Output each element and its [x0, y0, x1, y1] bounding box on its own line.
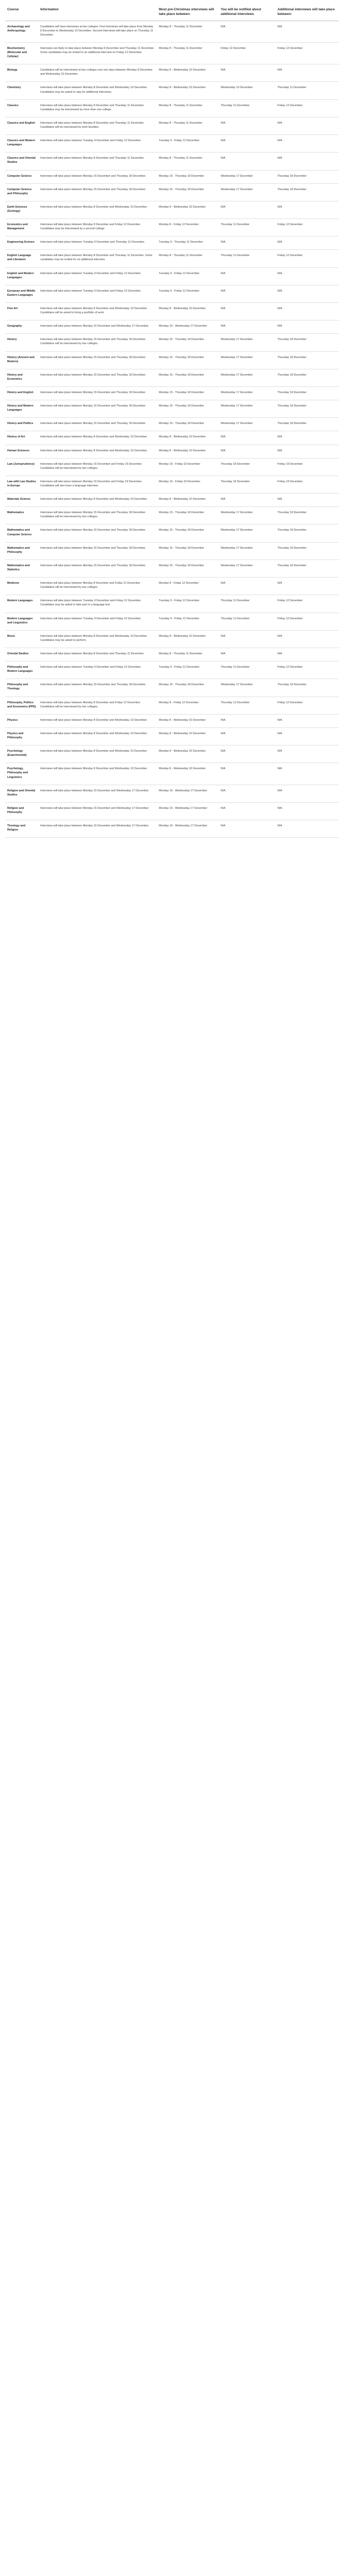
notify-cell: N/A — [219, 267, 275, 285]
notify-cell: N/A — [219, 201, 275, 218]
course-cell: Modern Languages and Linguistics — [5, 613, 38, 630]
week2-cell: N/A — [275, 802, 339, 820]
table-row — [5, 42, 339, 64]
notify-cell: Wednesday 10 December — [219, 82, 275, 99]
course-cell: Law (Jurisprudence) — [5, 458, 38, 476]
week1-cell: Monday 15 - Thursday 18 December — [157, 170, 219, 183]
table-row — [5, 82, 339, 99]
column-header-course: Course — [5, 5, 38, 21]
information-cell: Interviews will take place between Monday 8 December and Wednesday 10 December. — [38, 745, 157, 763]
week2-cell: N/A — [275, 745, 339, 763]
information-cell: Interviews will take place between Tuesday 9 December and Friday 12 December. — [38, 285, 157, 302]
table-row — [5, 152, 339, 170]
information-cell: Interviews will take place between Monday 8 December and Thursday 11 December. — [38, 152, 157, 170]
information-cell: Interviews will take place between Tuesday 9 December and Friday 12 December. — [38, 135, 157, 152]
week1-cell: Monday 15 - Thursday 18 December — [157, 542, 219, 560]
course-cell: Materials Science — [5, 494, 38, 507]
table-row — [5, 219, 339, 236]
notify-cell: N/A — [219, 152, 275, 170]
course-cell: European and Middle Eastern Languages — [5, 285, 38, 302]
week2-cell: N/A — [275, 431, 339, 445]
week2-cell: Thursday 18 December — [275, 524, 339, 542]
information-cell: Interviews will take place between Monday 8 December and Wednesday 10 December. — [38, 763, 157, 785]
course-cell: Geography — [5, 320, 38, 334]
notify-cell: N/A — [219, 802, 275, 820]
notify-cell: Wednesday 17 December — [219, 542, 275, 560]
week1-cell: Monday 8 - Thursday 11 December — [157, 250, 219, 267]
table-row — [5, 64, 339, 82]
notify-cell: N/A — [219, 285, 275, 302]
week2-cell: N/A — [275, 494, 339, 507]
week2-cell: Friday 12 December — [275, 613, 339, 630]
week1-cell: Monday 8 - Friday 12 December — [157, 578, 219, 595]
information-cell: Interviews will take place between Monday 15 December and Thursday 18 December. — [38, 560, 157, 577]
week2-cell: N/A — [275, 236, 339, 250]
information-cell: Interviews will take place between Monday 15 December and Thursday 18 December. — [38, 183, 157, 201]
notify-cell: Wednesday 17 December — [219, 351, 275, 369]
week2-cell: N/A — [275, 285, 339, 302]
week2-cell: Friday 12 December — [275, 250, 339, 267]
week2-cell: Thursday 18 December — [275, 507, 339, 524]
table-row — [5, 21, 339, 42]
week1-cell: Tuesday 9 - Friday 12 December — [157, 595, 219, 613]
information-cell: Interviews will take place between Monday 8 December and Wednesday 10 December. Candidates may be asked to stay for additional interviews. — [38, 82, 157, 99]
column-header-week2: Additional interviews will take place between: — [275, 5, 339, 21]
week2-cell: N/A — [275, 820, 339, 838]
column-header-notify: You will be notified about additional interviews — [219, 5, 275, 21]
week2-cell: Friday 19 December — [275, 458, 339, 476]
table-row — [5, 802, 339, 820]
week1-cell: Monday 15 - Wednesday 17 December — [157, 320, 219, 334]
course-cell: Computer Science — [5, 170, 38, 183]
week1-cell: Monday 8 - Wednesday 10 December — [157, 630, 219, 648]
information-cell: Interviews will take place between Monday 15 December and Thursday 18 December. — [38, 679, 157, 697]
course-cell: Oriental Studies — [5, 648, 38, 661]
week1-cell: Tuesday 9 - Friday 12 December — [157, 135, 219, 152]
week1-cell: Monday 15 - Thursday 18 December — [157, 334, 219, 351]
course-cell: Economics and Management — [5, 219, 38, 236]
week1-cell: Monday 8 - Thursday 11 December — [157, 42, 219, 64]
information-cell: Interviews will take place between Monday 8 December and Friday 12 December. Candidates will be interviewed by two colleges. — [38, 697, 157, 714]
table-row — [5, 267, 339, 285]
week1-cell: Monday 8 - Wednesday 10 December — [157, 431, 219, 445]
information-cell: Interviews will take place between Monday 15 December and Wednesday 17 December. — [38, 802, 157, 820]
table-header — [5, 5, 339, 21]
week1-cell: Monday 8 - Thursday 11 December — [157, 648, 219, 661]
course-cell: Mathematics and Computer Science — [5, 524, 38, 542]
table-row — [5, 785, 339, 802]
course-cell: Physics — [5, 714, 38, 727]
information-cell: Interviews will take place between Tuesday 9 December and Friday 12 December. Candidates may be asked to take part in a language test. — [38, 595, 157, 613]
week2-cell: Thursday 18 December — [275, 679, 339, 697]
course-cell: English Language and Literature — [5, 250, 38, 267]
week2-cell: Friday 19 December — [275, 476, 339, 493]
table-row — [5, 630, 339, 648]
week1-cell: Tuesday 9 - Friday 12 December — [157, 267, 219, 285]
week1-cell: Monday 15 - Wednesday 17 December — [157, 802, 219, 820]
week1-cell: Tuesday 9 - Friday 12 December — [157, 662, 219, 679]
table-row — [5, 679, 339, 697]
notify-cell: Wednesday 17 December — [219, 369, 275, 386]
information-cell: Interviews will take place between Monday 15 December and Thursday 18 December. Candidates will be interviewed by two colleges. — [38, 507, 157, 524]
notify-cell: N/A — [219, 714, 275, 727]
week1-cell: Monday 15 - Thursday 18 December — [157, 524, 219, 542]
notify-cell: Wednesday 17 December — [219, 170, 275, 183]
information-cell: Interviews will take place between Monday 8 December and Thursday 11 December. Some candidates may be invited for an additional interview. — [38, 250, 157, 267]
week1-cell: Monday 8 - Thursday 11 December — [157, 117, 219, 134]
notify-cell: Thursday 11 December — [219, 250, 275, 267]
notify-cell: N/A — [219, 236, 275, 250]
information-cell: Interviews will take place between Tuesday 9 December and Friday 12 December. — [38, 613, 157, 630]
course-cell: Classics and English — [5, 117, 38, 134]
week1-cell: Tuesday 9 - Friday 12 December — [157, 285, 219, 302]
course-cell: Music — [5, 630, 38, 648]
table-row — [5, 648, 339, 661]
notify-cell: Thursday 11 December — [219, 99, 275, 117]
course-cell: Mathematics — [5, 507, 38, 524]
information-cell: Interviews will take place between Tuesday 9 December and Friday 12 December. — [38, 267, 157, 285]
notify-cell: N/A — [219, 303, 275, 320]
week1-cell: Tuesday 9 - Friday 12 December — [157, 613, 219, 630]
information-cell: Interviews will take place between Monday 8 December and Wednesday 10 December. — [38, 431, 157, 445]
table-row — [5, 560, 339, 577]
notify-cell: Thursday 11 December — [219, 613, 275, 630]
week1-cell: Monday 8 - Wednesday 10 December — [157, 82, 219, 99]
week1-cell: Monday 15 - Friday 19 December — [157, 476, 219, 493]
course-cell: Classics and Modern Languages — [5, 135, 38, 152]
course-cell: Religion and Oriental Studies — [5, 785, 38, 802]
course-cell: History (Ancient and Modern) — [5, 351, 38, 369]
column-header-week1: Most pre-Christmas interviews will take place between: — [157, 5, 219, 21]
notify-cell: Wednesday 17 December — [219, 679, 275, 697]
table-row — [5, 170, 339, 183]
course-cell: Archaeology and Anthropology — [5, 21, 38, 42]
course-cell: Computer Science and Philosophy — [5, 183, 38, 201]
notify-cell: Thursday 11 December — [219, 219, 275, 236]
course-cell: History and English — [5, 387, 38, 400]
week2-cell: Friday 12 December — [275, 595, 339, 613]
week2-cell: Friday 12 December — [275, 662, 339, 679]
week1-cell: Monday 8 - Friday 12 December — [157, 697, 219, 714]
information-cell: Interviews will take place between Monday 8 December and Wednesday 10 December. — [38, 445, 157, 458]
course-cell: Engineering Science — [5, 236, 38, 250]
week2-cell: N/A — [275, 201, 339, 218]
week2-cell: Thursday 18 December — [275, 183, 339, 201]
week1-cell: Monday 8 - Wednesday 10 December — [157, 745, 219, 763]
week1-cell: Monday 8 - Thursday 11 December — [157, 21, 219, 42]
course-cell: Modern Languages — [5, 595, 38, 613]
week2-cell: Thursday 11 December — [275, 82, 339, 99]
table-row — [5, 236, 339, 250]
table-row — [5, 507, 339, 524]
notify-cell: N/A — [219, 445, 275, 458]
week1-cell: Monday 15 - Thursday 18 December — [157, 369, 219, 386]
notify-cell: Wednesday 17 December — [219, 387, 275, 400]
week2-cell: Friday 12 December — [275, 42, 339, 64]
notify-cell: N/A — [219, 648, 275, 661]
course-cell: History and Politics — [5, 418, 38, 431]
notify-cell: N/A — [219, 64, 275, 82]
notify-cell: Thursday 18 December — [219, 476, 275, 493]
week1-cell: Monday 15 - Thursday 18 December — [157, 679, 219, 697]
course-cell: English and Modern Languages — [5, 267, 38, 285]
week1-cell: Monday 8 - Wednesday 10 December — [157, 201, 219, 218]
table-row — [5, 714, 339, 727]
week2-cell: N/A — [275, 630, 339, 648]
table-row — [5, 745, 339, 763]
course-cell: History of Art — [5, 431, 38, 445]
table-row — [5, 476, 339, 493]
notify-cell: Wednesday 17 December — [219, 524, 275, 542]
notify-cell: N/A — [219, 21, 275, 42]
week2-cell: N/A — [275, 763, 339, 785]
table-row — [5, 613, 339, 630]
week1-cell: Monday 8 - Wednesday 10 December — [157, 714, 219, 727]
interview-schedule-table — [5, 5, 339, 838]
notify-cell: Friday 12 December — [219, 42, 275, 64]
week1-cell: Monday 8 - Thursday 11 December — [157, 152, 219, 170]
table-row — [5, 369, 339, 386]
week1-cell: Monday 8 - Wednesday 10 December — [157, 494, 219, 507]
table-row — [5, 445, 339, 458]
table-body — [5, 21, 339, 838]
information-cell: Interviews will take place between Monday 8 December and Wednesday 10 December. — [38, 494, 157, 507]
information-cell: Interviews will take place between Monday 15 December and Thursday 18 December. — [38, 418, 157, 431]
table-row — [5, 183, 339, 201]
table-row — [5, 351, 339, 369]
table-row — [5, 201, 339, 218]
table-row — [5, 117, 339, 134]
table-row — [5, 135, 339, 152]
week2-cell: Thursday 18 December — [275, 170, 339, 183]
information-cell: Interviews will take place between Monday 8 December and Friday 12 December. Candidates will be interviewed by two colleges. — [38, 578, 157, 595]
table-row — [5, 285, 339, 302]
course-cell: Psychology (Experimental) — [5, 745, 38, 763]
week2-cell: N/A — [275, 64, 339, 82]
information-cell: Interviews will take place between Monday 8 December and Friday 12 December. Candidates may be interviewed by a second college. — [38, 219, 157, 236]
table-row — [5, 662, 339, 679]
table-row — [5, 418, 339, 431]
week1-cell: Monday 8 - Wednesday 10 December — [157, 445, 219, 458]
information-cell: Interviews are likely to take place between Monday 8 December and Thursday 11 December. Some candidates may be invited to an additional interview on Friday 12 December. — [38, 42, 157, 64]
information-cell: Interviews will take place between Monday 15 December and Thursday 18 December. Candidates will be interviewed by two colleges. — [38, 334, 157, 351]
notify-cell: N/A — [219, 727, 275, 745]
week2-cell: N/A — [275, 135, 339, 152]
information-cell: Candidates will be interviewed at two colleges over two days between Monday 8 December and Wednesday 10 December. — [38, 64, 157, 82]
information-cell: Interviews will take place between Monday 8 December and Thursday 11 December. Candidates will be interviewed by both faculties. — [38, 117, 157, 134]
week1-cell: Monday 15 - Thursday 18 December — [157, 418, 219, 431]
week2-cell: N/A — [275, 727, 339, 745]
course-cell: Mathematics and Philosophy — [5, 542, 38, 560]
week2-cell: N/A — [275, 320, 339, 334]
course-cell: Classics and Oriental Studies — [5, 152, 38, 170]
information-cell: Interviews will take place between Monday 15 December and Thursday 18 December. — [38, 542, 157, 560]
information-cell: Interviews will take place between Monday 8 December and Wednesday 10 December. Candidates will be asked to bring a portfolio of work. — [38, 303, 157, 320]
week2-cell: N/A — [275, 117, 339, 134]
week2-cell: N/A — [275, 445, 339, 458]
week1-cell: Monday 15 - Wednesday 17 December — [157, 820, 219, 838]
notify-cell: N/A — [219, 820, 275, 838]
course-cell: Philosophy, Politics and Economics (PPE) — [5, 697, 38, 714]
notify-cell: N/A — [219, 763, 275, 785]
information-cell: Interviews will take place between Monday 15 December and Friday 19 December. Candidates will also have a language interview. — [38, 476, 157, 493]
notify-cell: Wednesday 17 December — [219, 507, 275, 524]
week2-cell: Thursday 18 December — [275, 400, 339, 418]
table-row — [5, 334, 339, 351]
week1-cell: Tuesday 9 - Thursday 11 December — [157, 236, 219, 250]
course-cell: Religion and Philosophy — [5, 802, 38, 820]
notify-cell: Wednesday 17 December — [219, 334, 275, 351]
information-cell: Interviews will take place between Monday 15 December and Friday 19 December. Candidates will be interviewed by two colleges. — [38, 458, 157, 476]
information-cell: Interviews will take place between Monday 8 December and Thursday 11 December. Candidates may be interviewed by more than one college. — [38, 99, 157, 117]
notify-cell: Thursday 11 December — [219, 697, 275, 714]
course-cell: History — [5, 334, 38, 351]
week1-cell: Monday 8 - Thursday 11 December — [157, 99, 219, 117]
week2-cell: Thursday 18 December — [275, 387, 339, 400]
week2-cell: Thursday 18 December — [275, 351, 339, 369]
week2-cell: N/A — [275, 578, 339, 595]
information-cell: Candidates will have interviews at two colleges. First interviews will take place from Monday 8 December to Wednesday 10 December. Second interviews will take place on Thursday 11 December. — [38, 21, 157, 42]
table-row — [5, 542, 339, 560]
header-row — [5, 5, 339, 21]
week2-cell: N/A — [275, 303, 339, 320]
week1-cell: Monday 8 - Wednesday 10 December — [157, 64, 219, 82]
information-cell: Interviews will take place between Tuesday 9 December and Thursday 11 December. — [38, 236, 157, 250]
notify-cell: Wednesday 17 December — [219, 560, 275, 577]
column-header-information: Information — [38, 5, 157, 21]
course-cell: History and Modern Languages — [5, 400, 38, 418]
table-row — [5, 697, 339, 714]
course-cell: Mathematics and Statistics — [5, 560, 38, 577]
week1-cell: Monday 15 - Friday 19 December — [157, 458, 219, 476]
week2-cell: N/A — [275, 267, 339, 285]
table-row — [5, 458, 339, 476]
table-row — [5, 387, 339, 400]
information-cell: Interviews will take place between Monday 15 December and Thursday 18 December. — [38, 524, 157, 542]
information-cell: Interviews will take place between Monday 8 December and Wednesday 10 December. Candidates may be asked to perform. — [38, 630, 157, 648]
information-cell: Interviews will take place between Monday 8 December and Thursday 11 December. — [38, 648, 157, 661]
week2-cell: Friday 12 December — [275, 99, 339, 117]
information-cell: Interviews will take place between Monday 8 December and Wednesday 10 December. — [38, 714, 157, 727]
week1-cell: Monday 8 - Friday 12 December — [157, 219, 219, 236]
course-cell: Psychology, Philosophy and Linguistics — [5, 763, 38, 785]
week2-cell: N/A — [275, 21, 339, 42]
course-cell: Biology — [5, 64, 38, 82]
table-row — [5, 250, 339, 267]
notify-cell: N/A — [219, 135, 275, 152]
week2-cell: N/A — [275, 152, 339, 170]
information-cell: Interviews will take place between Monday 15 December and Thursday 18 December. — [38, 369, 157, 386]
information-cell: Interviews will take place between Monday 15 December and Thursday 18 December. — [38, 400, 157, 418]
notify-cell: Thursday 18 December — [219, 458, 275, 476]
week1-cell: Monday 15 - Thursday 18 December — [157, 507, 219, 524]
week2-cell: Thursday 18 December — [275, 560, 339, 577]
table-row — [5, 303, 339, 320]
table-row — [5, 727, 339, 745]
week2-cell: Thursday 18 December — [275, 542, 339, 560]
notify-cell: Wednesday 17 December — [219, 418, 275, 431]
course-cell: Human Sciences — [5, 445, 38, 458]
table-row — [5, 99, 339, 117]
week2-cell: Thursday 18 December — [275, 369, 339, 386]
course-cell: Law with Law Studies in Europe — [5, 476, 38, 493]
table-row — [5, 595, 339, 613]
week1-cell: Monday 8 - Wednesday 10 December — [157, 727, 219, 745]
notify-cell: Wednesday 17 December — [219, 183, 275, 201]
notify-cell: Thursday 11 December — [219, 595, 275, 613]
table-row — [5, 320, 339, 334]
week2-cell: Thursday 18 December — [275, 334, 339, 351]
information-cell: Interviews will take place between Monday 15 December and Thursday 18 December. — [38, 170, 157, 183]
notify-cell: Wednesday 17 December — [219, 400, 275, 418]
information-cell: Interviews will take place between Monday 15 December and Wednesday 17 December. — [38, 320, 157, 334]
course-cell: Biochemistry (Molecular and Cellular) — [5, 42, 38, 64]
information-cell: Interviews will take place between Tuesday 9 December and Friday 12 December. — [38, 662, 157, 679]
notify-cell: N/A — [219, 431, 275, 445]
information-cell: Interviews will take place between Monday 8 December and Wednesday 10 December. — [38, 201, 157, 218]
week1-cell: Monday 15 - Thursday 18 December — [157, 387, 219, 400]
notify-cell: N/A — [219, 630, 275, 648]
information-cell: Interviews will take place between Monday 15 December and Thursday 18 December. — [38, 351, 157, 369]
notify-cell: N/A — [219, 320, 275, 334]
notify-cell: N/A — [219, 117, 275, 134]
course-cell: Philosophy and Theology — [5, 679, 38, 697]
course-cell: Fine Art — [5, 303, 38, 320]
table-row — [5, 578, 339, 595]
notify-cell: N/A — [219, 494, 275, 507]
week2-cell: Friday 12 December — [275, 219, 339, 236]
week1-cell: Monday 8 - Wednesday 10 December — [157, 303, 219, 320]
course-cell: History and Economics — [5, 369, 38, 386]
notify-cell: N/A — [219, 745, 275, 763]
week1-cell: Monday 15 - Wednesday 17 December — [157, 785, 219, 802]
table-row — [5, 494, 339, 507]
table-row — [5, 431, 339, 445]
course-cell: Physics and Philosophy — [5, 727, 38, 745]
week1-cell: Monday 8 - Wednesday 10 December — [157, 763, 219, 785]
week2-cell: Friday 12 December — [275, 697, 339, 714]
week1-cell: Monday 15 - Thursday 18 December — [157, 183, 219, 201]
notify-cell: N/A — [219, 578, 275, 595]
week2-cell: N/A — [275, 648, 339, 661]
week2-cell: N/A — [275, 714, 339, 727]
week2-cell: Thursday 18 December — [275, 418, 339, 431]
week1-cell: Monday 15 - Thursday 18 December — [157, 400, 219, 418]
course-cell: Chemistry — [5, 82, 38, 99]
course-cell: Medicine — [5, 578, 38, 595]
information-cell: Interviews will take place between Monday 15 December and Thursday 18 December. — [38, 387, 157, 400]
table-row — [5, 524, 339, 542]
information-cell: Interviews will take place between Monday 8 December and Wednesday 10 December. — [38, 727, 157, 745]
notify-cell: Thursday 11 December — [219, 662, 275, 679]
table-row — [5, 763, 339, 785]
information-cell: Interviews will take place between Monday 15 December and Wednesday 17 December. — [38, 820, 157, 838]
table-row — [5, 820, 339, 838]
course-cell: Philosophy and Modern Languages — [5, 662, 38, 679]
course-cell: Earth Sciences (Geology) — [5, 201, 38, 218]
week2-cell: N/A — [275, 785, 339, 802]
week1-cell: Monday 15 - Thursday 18 December — [157, 560, 219, 577]
notify-cell: N/A — [219, 785, 275, 802]
course-cell: Classics — [5, 99, 38, 117]
week1-cell: Monday 15 - Thursday 18 December — [157, 351, 219, 369]
table-row — [5, 400, 339, 418]
information-cell: Interviews will take place between Monday 15 December and Wednesday 17 December. — [38, 785, 157, 802]
course-cell: Theology and Religion — [5, 820, 38, 838]
